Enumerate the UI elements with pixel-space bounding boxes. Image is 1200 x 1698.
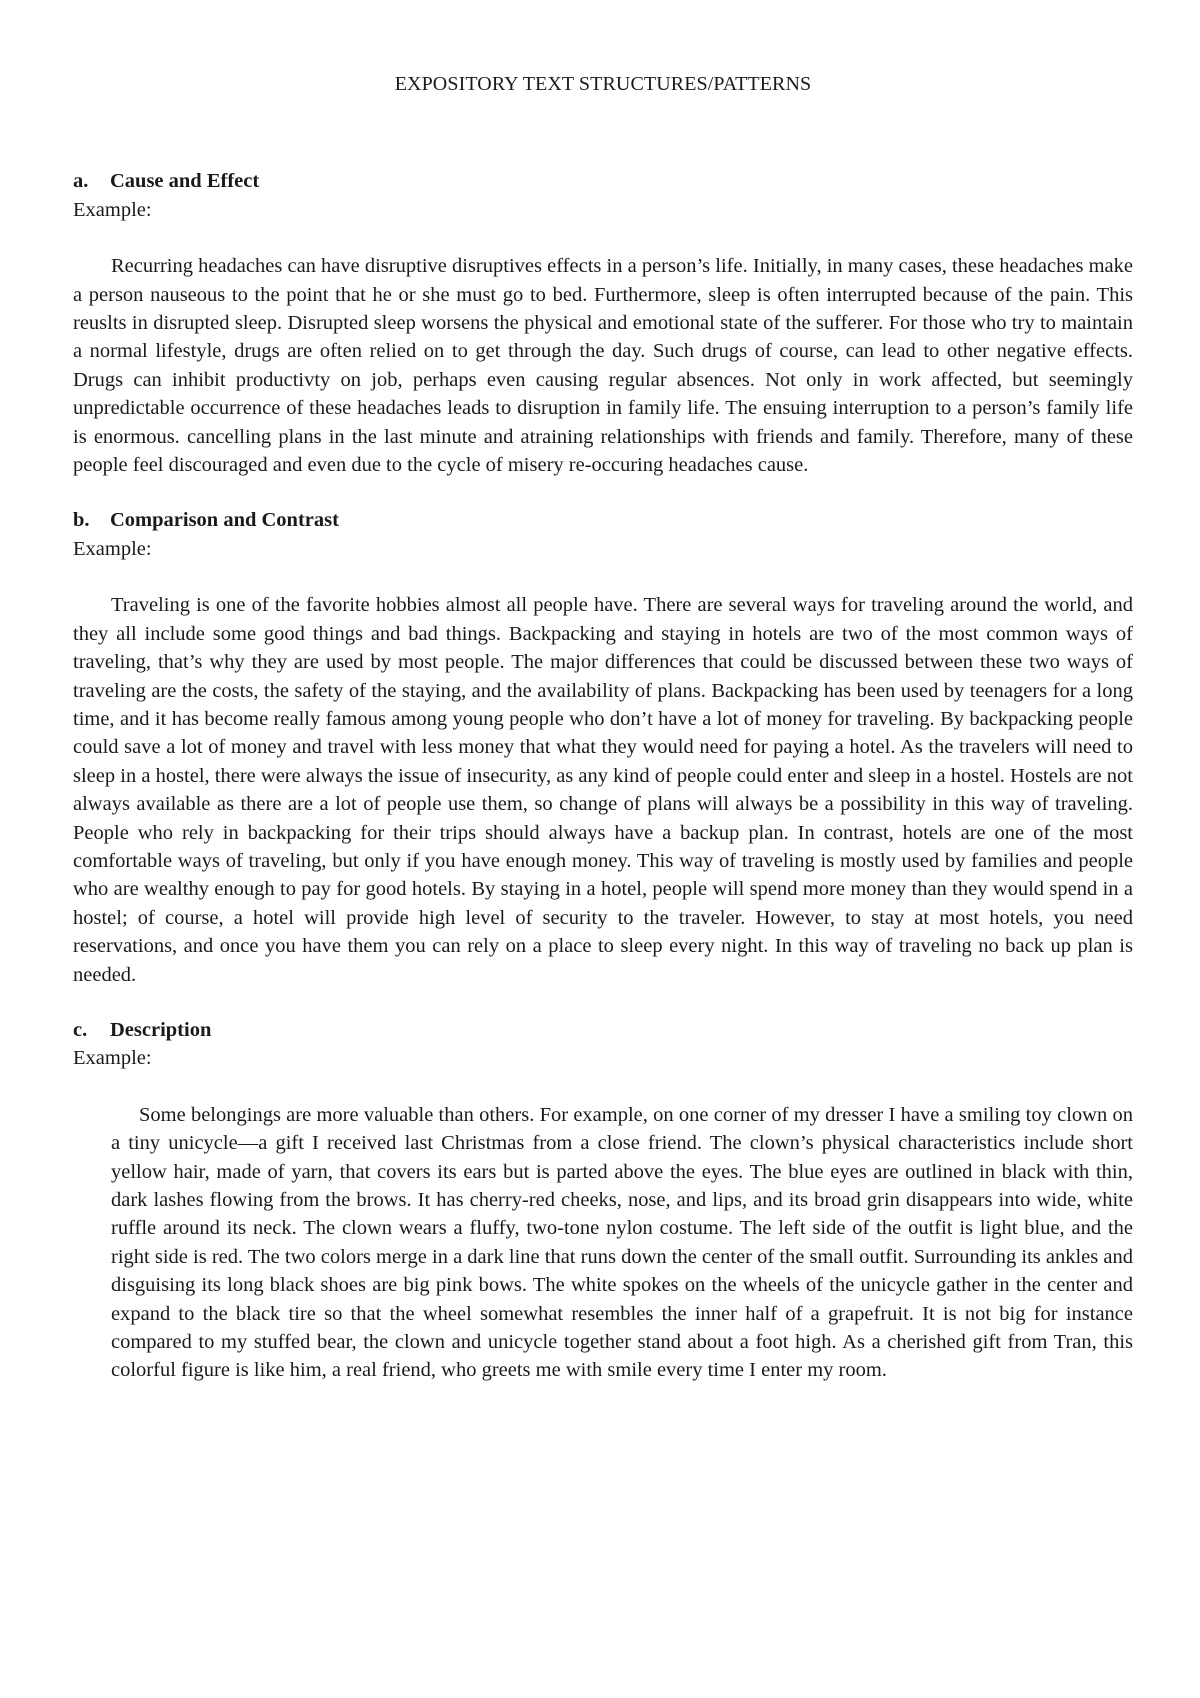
section-cause-and-effect: [73, 167, 1133, 479]
section-comparison-and-contrast: [73, 506, 1133, 989]
example-label: Example:: [73, 537, 152, 560]
example-paragraph: Traveling is one of the favorite hobbies almost all people have. There are several ways for traveling around the world, and they all include some good things and bad things. Backpacking and staying in hotels are two of the most common ways of traveling, that’s why they are used by most people. The major differences that could be discussed between these two ways of traveling are the costs, the safety of the staying, and the availability of plans. Backpacking has been used by teenagers for a long time, and it has become really famous among young people who don’t have a lot of money for traveling. By backpacking people could save a lot of money and travel with less money that what they would need for paying a hotel. As the travelers will need to sleep in a hostel, there were always the issue of insecurity, as any kind of people could enter and sleep in a hostel. Hostels are not always available as there are a lot of people use them, so change of plans will always be a possibility in this way of traveling. People who rely in backpacking for their trips should always have a backup plan. In contrast, hotels are one of the most comfortable ways of traveling, but only if you have enough money. This way of traveling is mostly used by families and people who are wealthy enough to pay for good hotels. By staying in a hotel, people will spend more money than they would spend in a hostel; of course, a hotel will provide high level of security to the traveler. However, to stay at most hotels, you need reservations, and once you have them you can rely on a place to sleep every night. In this way of traveling no back up plan is needed.: [73, 594, 1133, 986]
example-paragraph: Recurring headaches can have disruptive disruptives effects in a person’s life. Initially, in many cases, these headaches make a person nauseous to the point that he or she must go to bed. Furthermore, sleep is often interrupted because of the pain. This reuslts in disrupted sleep. Disrupted sleep worsens the physical and emotional state of the sufferer. For those who try to maintain a normal lifestyle, drugs are often relied on to get through the day. Such drugs of course, can lead to other negative effects. Drugs can inhibit productivty on job, perhaps even causing regular absences. Not only in work affected, but seemingly unpredictable occurrence of these headaches leads to disruption in family life. The ensuing interruption to a person’s family life is enormous. cancelling plans in the last minute and atraining relationships with friends and family. Therefore, many of these people feel discouraged and even due to the cycle of misery re-occuring headaches cause.: [73, 255, 1133, 477]
example-paragraph: Some belongings are more valuable than others. For example, on one corner of my dresser I have a smiling toy clown on a tiny unicycle—a gift I received last Christmas from a close friend. The clown’s physical characteristics include short yellow hair, made of yarn, that covers its ears but is parted above the eyes. The blue eyes are outlined in black with thin, dark lashes flowing from the brows. It has cherry-red cheeks, nose, and lips, and its broad grin disappears into wide, white ruffle around its neck. The clown wears a fluffy, two-tone nylon costume. The left side of the outfit is light blue, and the right side is red. The two colors merge in a dark line that runs down the center of the small outfit. Surrounding its ankles and disguising its long black shoes are big pink bows. The white spokes on the wheels of the unicycle gather in the center and expand to the black tire so that the wheel somewhat resembles the inner half of a grapefruit. It is not big for instance compared to my stuffed bear, the clown and unicycle together stand about a foot high. As a cherished gift from Tran, this colorful figure is like him, a real friend, who greets me with smile every time I enter my room.: [111, 1103, 1133, 1382]
section-title: Description: [110, 1018, 212, 1041]
document-title: EXPOSITORY TEXT STRUCTURES/PATTERNS: [394, 73, 812, 95]
section-description: [73, 1016, 1133, 1385]
section-letter: b.: [73, 509, 90, 532]
section-title: Cause and Effect: [110, 170, 260, 193]
section-heading: [73, 1016, 1133, 1044]
example-label: Example:: [73, 198, 152, 221]
document-page: [73, 70, 1133, 1412]
section-heading: [73, 506, 1133, 534]
section-heading: [73, 167, 1133, 195]
section-title: Comparison and Contrast: [110, 509, 339, 532]
section-letter: a.: [73, 170, 89, 193]
section-letter: c.: [73, 1018, 88, 1041]
example-label: Example:: [73, 1047, 152, 1070]
